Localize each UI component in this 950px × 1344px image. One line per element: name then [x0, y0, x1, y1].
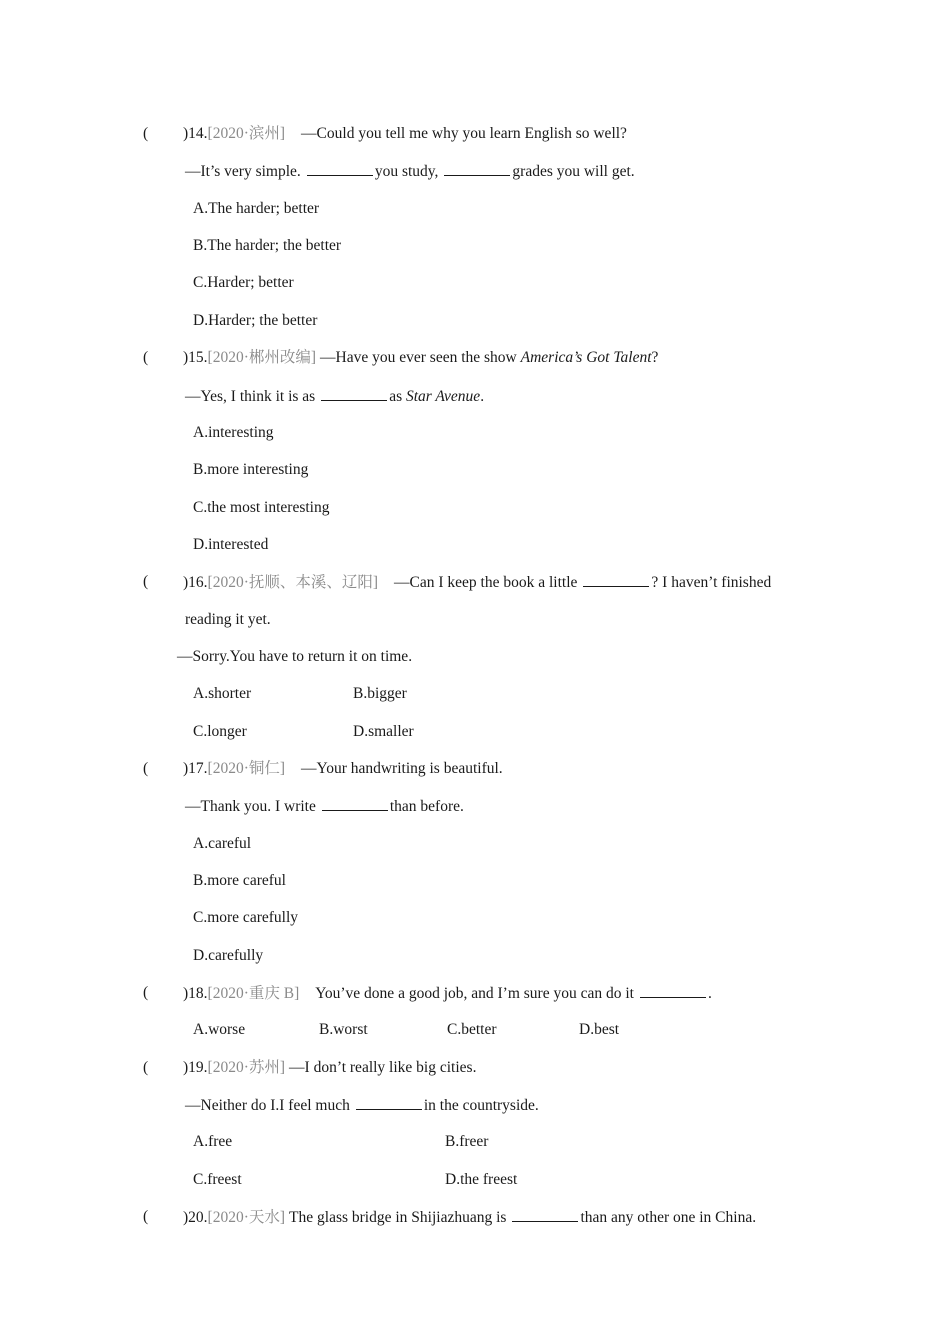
- option-a[interactable]: A.interesting: [193, 424, 274, 441]
- answer-blank[interactable]: [322, 796, 388, 811]
- show-title: Star Avenue: [406, 388, 481, 405]
- option-d[interactable]: D.the freest: [445, 1171, 518, 1188]
- option-c[interactable]: C.longer: [193, 723, 247, 740]
- option-b[interactable]: B.bigger: [353, 685, 407, 702]
- response-text: in the countryside.: [423, 1097, 539, 1114]
- question-source: [2020·重庆 B]: [207, 985, 300, 1002]
- answer-paren: (: [143, 125, 149, 142]
- question-number: )17.: [183, 760, 208, 777]
- stem-text: than any other one in China.: [580, 1209, 757, 1226]
- response-text: than before.: [389, 798, 464, 815]
- question-source: [2020·抚顺、本溪、辽阳]: [207, 574, 379, 591]
- option-d[interactable]: D.best: [579, 1021, 620, 1038]
- question-stem: [183, 124, 627, 144]
- response-line: [185, 796, 464, 817]
- option-b[interactable]: B.The harder; the better: [193, 237, 342, 254]
- response-text: —Thank you. I write: [185, 798, 316, 815]
- question-source: [2020·苏州]: [207, 1059, 286, 1076]
- answer-blank[interactable]: [640, 983, 706, 998]
- answer-paren: (: [143, 760, 149, 777]
- option-b[interactable]: B.worst: [319, 1021, 368, 1038]
- option-c[interactable]: C.the most interesting: [193, 499, 330, 516]
- question-source: [2020·铜仁]: [207, 760, 286, 777]
- stem-text: ?: [651, 349, 659, 366]
- option-d[interactable]: D.Harder; the better: [193, 312, 318, 329]
- option-b[interactable]: B.more interesting: [193, 461, 309, 478]
- option-c[interactable]: C.better: [447, 1021, 497, 1038]
- response-text: you study,: [374, 163, 439, 180]
- response-line: [185, 1095, 539, 1116]
- question-source: [2020·天水]: [207, 1209, 286, 1226]
- question-stem: [183, 1058, 476, 1078]
- question-number: )18.: [183, 985, 208, 1002]
- answer-paren: (: [143, 984, 149, 1001]
- stem-text: You’ve done a good job, and I’m sure you can do it: [315, 985, 634, 1002]
- stem-text: —Have you ever seen the show: [320, 349, 517, 366]
- option-d[interactable]: D.carefully: [193, 947, 264, 964]
- answer-paren: (: [143, 1059, 149, 1076]
- option-a[interactable]: A.shorter: [193, 685, 252, 702]
- response-text: grades you will get.: [512, 163, 635, 180]
- show-title: America’s Got Talent: [520, 349, 652, 366]
- response-text: —Neither do I.I feel much: [185, 1097, 350, 1114]
- response-text: —Yes, I think it is as: [185, 388, 316, 405]
- option-b[interactable]: B.more careful: [193, 872, 286, 889]
- option-b[interactable]: B.freer: [445, 1133, 489, 1150]
- question-stem: [183, 1207, 756, 1228]
- stem-text: The glass bridge in Shijiazhuang is: [289, 1209, 507, 1226]
- question-stem: [183, 983, 712, 1004]
- stem-text: .: [707, 985, 712, 1002]
- answer-blank[interactable]: [356, 1095, 422, 1110]
- question-number: )15.: [183, 349, 208, 366]
- answer-paren: (: [143, 349, 149, 366]
- stem-text: —Can I keep the book a little: [394, 574, 578, 591]
- option-a[interactable]: A.careful: [193, 835, 252, 852]
- stem-continuation: reading it yet.: [185, 611, 271, 628]
- question-stem: [183, 348, 658, 368]
- question-number: )16.: [183, 574, 208, 591]
- response-line: [185, 161, 635, 182]
- option-a[interactable]: A.worse: [193, 1021, 246, 1038]
- answer-blank[interactable]: [512, 1207, 578, 1222]
- question-number: )20.: [183, 1209, 208, 1226]
- response-line: [185, 386, 484, 407]
- answer-blank[interactable]: [583, 572, 649, 587]
- answer-blank[interactable]: [321, 386, 387, 401]
- question-source: [2020·滨州]: [207, 125, 286, 142]
- answer-blank[interactable]: [444, 161, 510, 176]
- question-number: )19.: [183, 1059, 208, 1076]
- question-number: )14.: [183, 125, 208, 142]
- answer-blank[interactable]: [307, 161, 373, 176]
- question-stem: [183, 572, 771, 593]
- option-c[interactable]: C.freest: [193, 1171, 242, 1188]
- option-a[interactable]: A.The harder; better: [193, 200, 320, 217]
- response-text: .: [480, 388, 485, 405]
- response-text: —It’s very simple.: [185, 163, 301, 180]
- stem-text: —Your handwriting is beautiful.: [301, 760, 503, 777]
- stem-text: —Could you tell me why you learn English so well?: [301, 125, 627, 142]
- option-d[interactable]: D.interested: [193, 536, 269, 553]
- option-d[interactable]: D.smaller: [353, 723, 414, 740]
- question-stem: [183, 759, 503, 779]
- stem-text: ? I haven’t finished: [651, 574, 772, 591]
- response-text: as: [389, 388, 403, 405]
- option-c[interactable]: C.more carefully: [193, 909, 299, 926]
- response-line: —Sorry.You have to return it on time.: [177, 648, 413, 665]
- answer-paren: (: [143, 1208, 149, 1225]
- answer-paren: (: [143, 573, 149, 590]
- stem-text: —I don’t really like big cities.: [289, 1059, 477, 1076]
- question-source: [2020·郴州改编]: [207, 349, 317, 366]
- option-c[interactable]: C.Harder; better: [193, 274, 294, 291]
- option-a[interactable]: A.free: [193, 1133, 233, 1150]
